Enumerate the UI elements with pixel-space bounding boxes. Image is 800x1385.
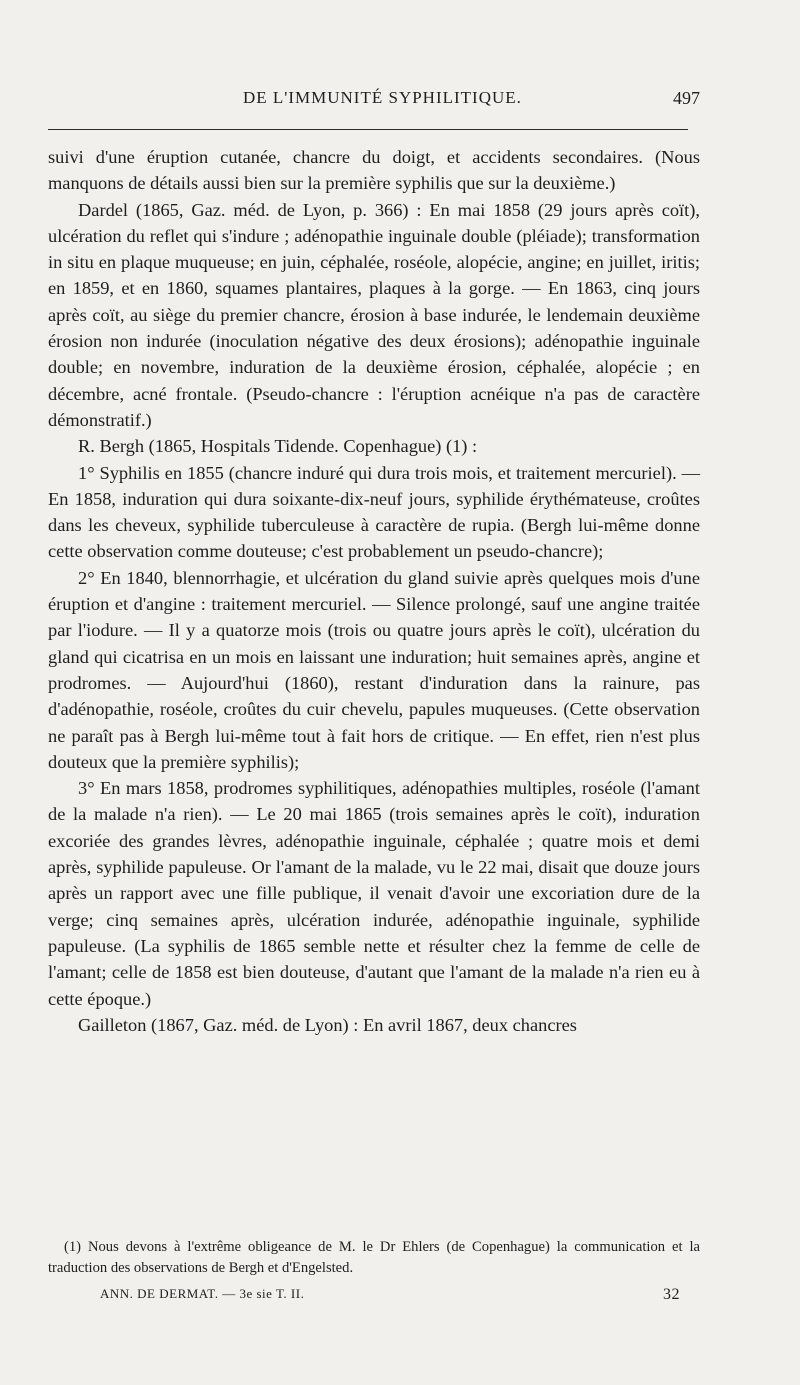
paragraph: Gailleton (1867, Gaz. méd. de Lyon) : En avril 1867, deux chancres [78, 1014, 577, 1035]
sheet-number: 32 [663, 1286, 680, 1303]
footnote [48, 1237, 700, 1279]
header-rule [48, 129, 688, 130]
running-title: DE L'IMMUNITÉ SYPHILITIQUE. [243, 88, 522, 107]
journal-signature: ANN. DE DERMAT. — 3e sie T. II. [100, 1286, 305, 1301]
paragraph: R. Bergh (1865, Hospitals Tidende. Copenhague) (1) : [78, 436, 478, 457]
paragraph: 3° En mars 1858, prodromes syphilitiques, adénopathies multiples, roséole (l'amant de la malade n'a rien). — Le 20 mai 1865 (trois semaines après le coït), induration excoriée des grandes lèvres, adénopathie inguinale, céphalée ; quatre mois et demi après, syphilide papuleuse. Or l'amant de la malade, vu le 22 mai, disait que douze jours après un rapport avec une fille publique, il venait d'avoir une excoriation dure de la verge; cinq semaines après, ulcération indurée, adénopathie inguinale, syphilide papuleuse. (La syphilis de 1865 semble nette et résulter chez la femme de celle de l'amant; celle de 1858 est bien douteuse, d'autant que l'amant de la malade n'a rien eu à cette époque.) [48, 778, 700, 1009]
paragraph: 1° Syphilis en 1855 (chancre induré qui dura trois mois, et traitement mercuriel). — En 1858, induration qui dura soixante-dix-neuf jours, syphilide érythémateuse, croûtes dans les cheveux, syphilide tuberculeuse à caractère de rupia. (Bergh lui-même donne cette observation comme douteuse; c'est probablement un pseudo-chancre); [48, 462, 700, 562]
footnote-text: (1) Nous devons à l'extrême obligeance de M. le Dr Ehlers (de Copenhague) la communication et la traduction des observations de Bergh et d'Engelsted. [48, 1239, 700, 1276]
paragraph: 2° En 1840, blennorrhagie, et ulcération du gland suivie après quelques mois d'une éruption et d'angine : traitement mercuriel. — Silence prolongé, sauf une angine traitée par l'iodure. — Il y a quatorze mois (trois ou quatre jours après le coït), ulcération du gland qui cicatrisa en un mois en laissant une induration; huit semaines après, angine et prodromes. — Aujourd'hui (1860), restant d'induration dans la rainure, pas d'adénopathie, roséole, croûtes du cuir chevelu, papules muqueuses. (Cette observation ne paraît pas à Bergh lui-même tout à fait hors de critique. — En effet, rien n'est plus douteux que la première syphilis); [48, 567, 700, 772]
paragraph: suivi d'une éruption cutanée, chancre du doigt, et accidents secondaires. (Nous manquons de détails aussi bien sur la première syphilis que sur la deuxième.) [48, 147, 700, 194]
signature-line [100, 1286, 680, 1310]
paragraph: Dardel (1865, Gaz. méd. de Lyon, p. 366) : En mai 1858 (29 jours après coït), ulcération du reflet qui s'indure ; adénopathie inguinale double (pléiade); transformation in situ en plaque muqueuse; en juin, céphalée, roséole, alopécie, angine; en juillet, iritis; en 1859, et en 1860, squames plantaires, plaques à la gorge. — En 1863, cinq jours après coït, au siège du premier chancre, érosion à base indurée, le lendemain deuxième érosion non indurée (inoculation négative des deux érosions); adénopathie inguinale double; en novembre, induration de la deuxième érosion, céphalée, alopécie ; en décembre, acné frontale. (Pseudo-chancre : l'éruption acnéique n'a pas de caractère démonstratif.) [48, 199, 700, 430]
running-head [48, 88, 700, 118]
body-text [48, 144, 700, 1038]
page-number: 497 [673, 88, 700, 108]
